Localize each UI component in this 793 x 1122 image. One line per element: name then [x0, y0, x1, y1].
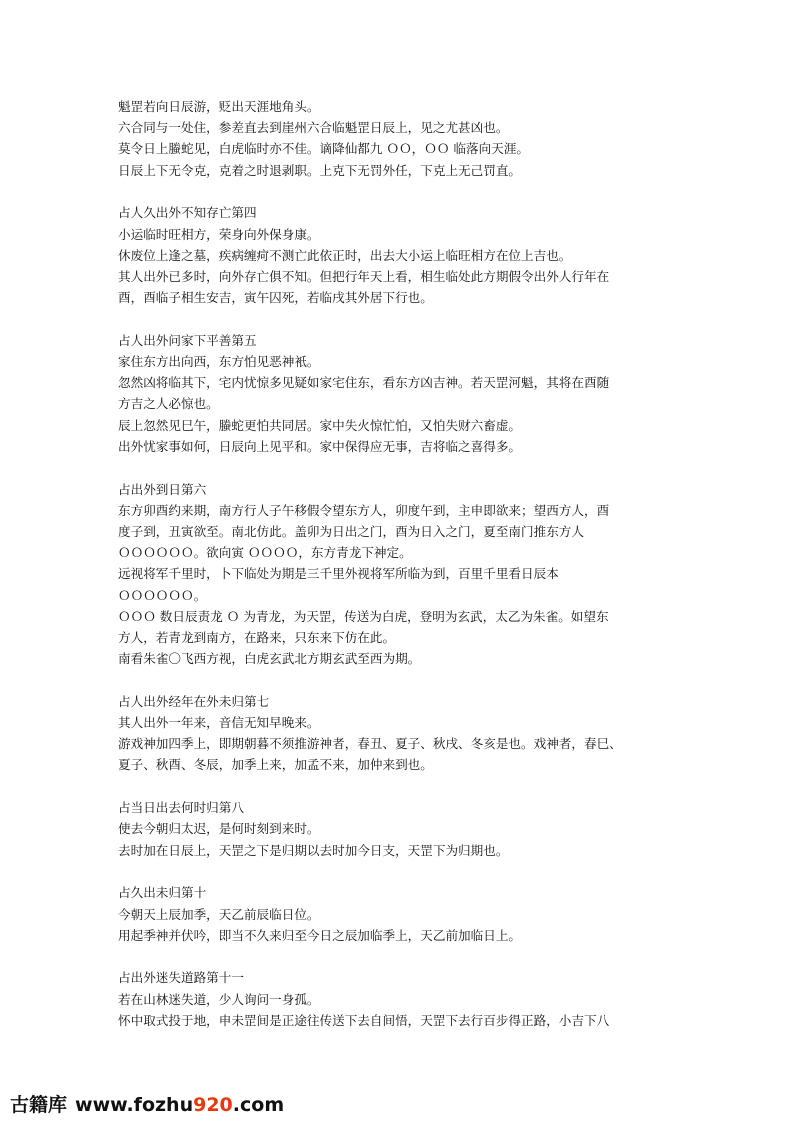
site-url-number: 920: [193, 1094, 233, 1116]
section-heading: 占久出未归第十: [118, 885, 207, 901]
text-line: 其人出外已多时，向外存亡俱不知。但把行年天上看，相生临处此方期假令出外人行年在: [118, 268, 610, 284]
site-url-prefix: www.fozhu: [75, 1094, 194, 1116]
section-heading: 占人出外经年在外未归第七: [118, 693, 270, 709]
section: [118, 797, 678, 861]
text-line: 方吉之人必惊也。: [118, 396, 219, 412]
text-line: 夏子、秋酉、冬辰，加季上来，加孟不来，加仲来到也。: [118, 757, 433, 773]
text-line: 若在山林迷失道，少人询问一身孤。: [118, 991, 320, 1007]
section: [118, 882, 678, 946]
text-line: 游戏神加四季上，即期朝暮不须推游神者，春丑、夏子、秋戌、冬亥是也。戏神者，春巳、: [118, 736, 622, 752]
text-line: 远视将军千里时，卜下临处为期是三千里外视将军所临为到，百里千里看日辰本: [118, 566, 559, 582]
text-line: ＯＯＯＯＯＯ。欲向寅 ＯＯＯＯ，东方青龙下神定。: [118, 545, 412, 561]
text-line: 小运临时旺相方，荣身向外保身康。: [118, 226, 320, 242]
text-line: 用起季神并伏吟，即当不久来归至今日之辰加临季上，天乙前加临日上。: [118, 927, 521, 943]
text-line: 日辰上下无令克，克着之时退剥职。上克下无罚外任，下克上无己罚直。: [118, 162, 521, 178]
text-line: 度子到，丑寅欲至。南北仿此。盖卯为日出之门，酉为日入之门，夏至南门推东方人: [118, 523, 584, 539]
text-line: ＯＯＯ 数日辰责龙 Ｏ 为青龙，为天罡，传送为白虎，登明为玄武，太乙为朱雀。如望东: [118, 608, 609, 624]
section-heading: 占出外迷失道路第十一: [118, 970, 244, 986]
text-line: 去时加在日辰上，天罡之下是归期以去时加今日支，天罡下为归期也。: [118, 842, 509, 858]
text-line: 休废位上逢之墓，疾病缠疴不测亡此依正时，出去大小运上临旺相方在位上吉也。: [118, 247, 572, 263]
section: [118, 691, 678, 776]
text-line: 酉，酉临子相生安吉，寅午囚死，若临戌其外居下行也。: [118, 290, 433, 306]
section: [118, 330, 678, 457]
text-line: 家住东方出向西，东方怕见恶神衹。: [118, 354, 320, 370]
footer-watermark: [10, 1090, 284, 1117]
section: [118, 202, 678, 308]
section-heading: 占人久出外不知存亡第四: [118, 205, 257, 221]
section-heading: 占出外到日第六: [118, 481, 207, 497]
text-line: 东方卯酉约来期，南方行人子午移假令望东方人，卯度午到，主申即欲来；望西方人，酉: [118, 502, 610, 518]
section: [118, 479, 678, 670]
document-body: [118, 96, 678, 1031]
section-heading: 占人出外问家下平善第五: [118, 332, 257, 348]
site-url-suffix: .com: [232, 1094, 285, 1116]
text-line: 南看朱雀〇飞西方视，白虎玄武北方期玄武至西为期。: [118, 651, 421, 667]
section: [118, 96, 678, 181]
text-line: 怀中取式投于地，申未罡间是正途往传送下去自间悟，天罡下去行百步得正路，小吉下八: [118, 1012, 610, 1028]
text-line: 方人，若青龙到南方，在路来，只东来下仿在此。: [118, 629, 396, 645]
section-heading: 占当日出去何时归第八: [118, 800, 244, 816]
text-line: 魁罡若向日辰游，贬出天涯地角头。: [118, 99, 320, 114]
text-line: 其人出外一年来，音信无知早晚来。: [118, 715, 320, 731]
text-line: 六合同与一处住，参差直去到崖州六合临魁罡日辰上，见之尤甚凶也。: [118, 120, 509, 136]
text-line: 今朝天上辰加季，天乙前辰临日位。: [118, 906, 320, 922]
section: [118, 967, 678, 1031]
text-line: 忽然凶将临其下，宅内忧惊多见疑如家宅住东，看东方凶吉神。若天罡河魁，其将在酉随: [118, 375, 610, 391]
text-line: 出外忧家事如何，日辰向上见平和。家中保得应无事，吉将临之喜得多。: [118, 438, 521, 454]
text-line: 辰上忽然见巳午，螣蛇更怕共同居。家中失火惊忙怕，又怕失财六畜虚。: [118, 417, 521, 433]
text-line: 使去今朝归太迟，是何时刻到来时。: [118, 821, 320, 837]
text-line: ＯＯＯＯＯＯ。: [118, 587, 207, 603]
site-brand: 古籍库: [10, 1094, 68, 1116]
text-line: 莫令日上螣蛇见，白虎临时亦不佳。谪降仙都九 ＯＯ，ＯＯ 临落向天涯。: [118, 141, 530, 157]
